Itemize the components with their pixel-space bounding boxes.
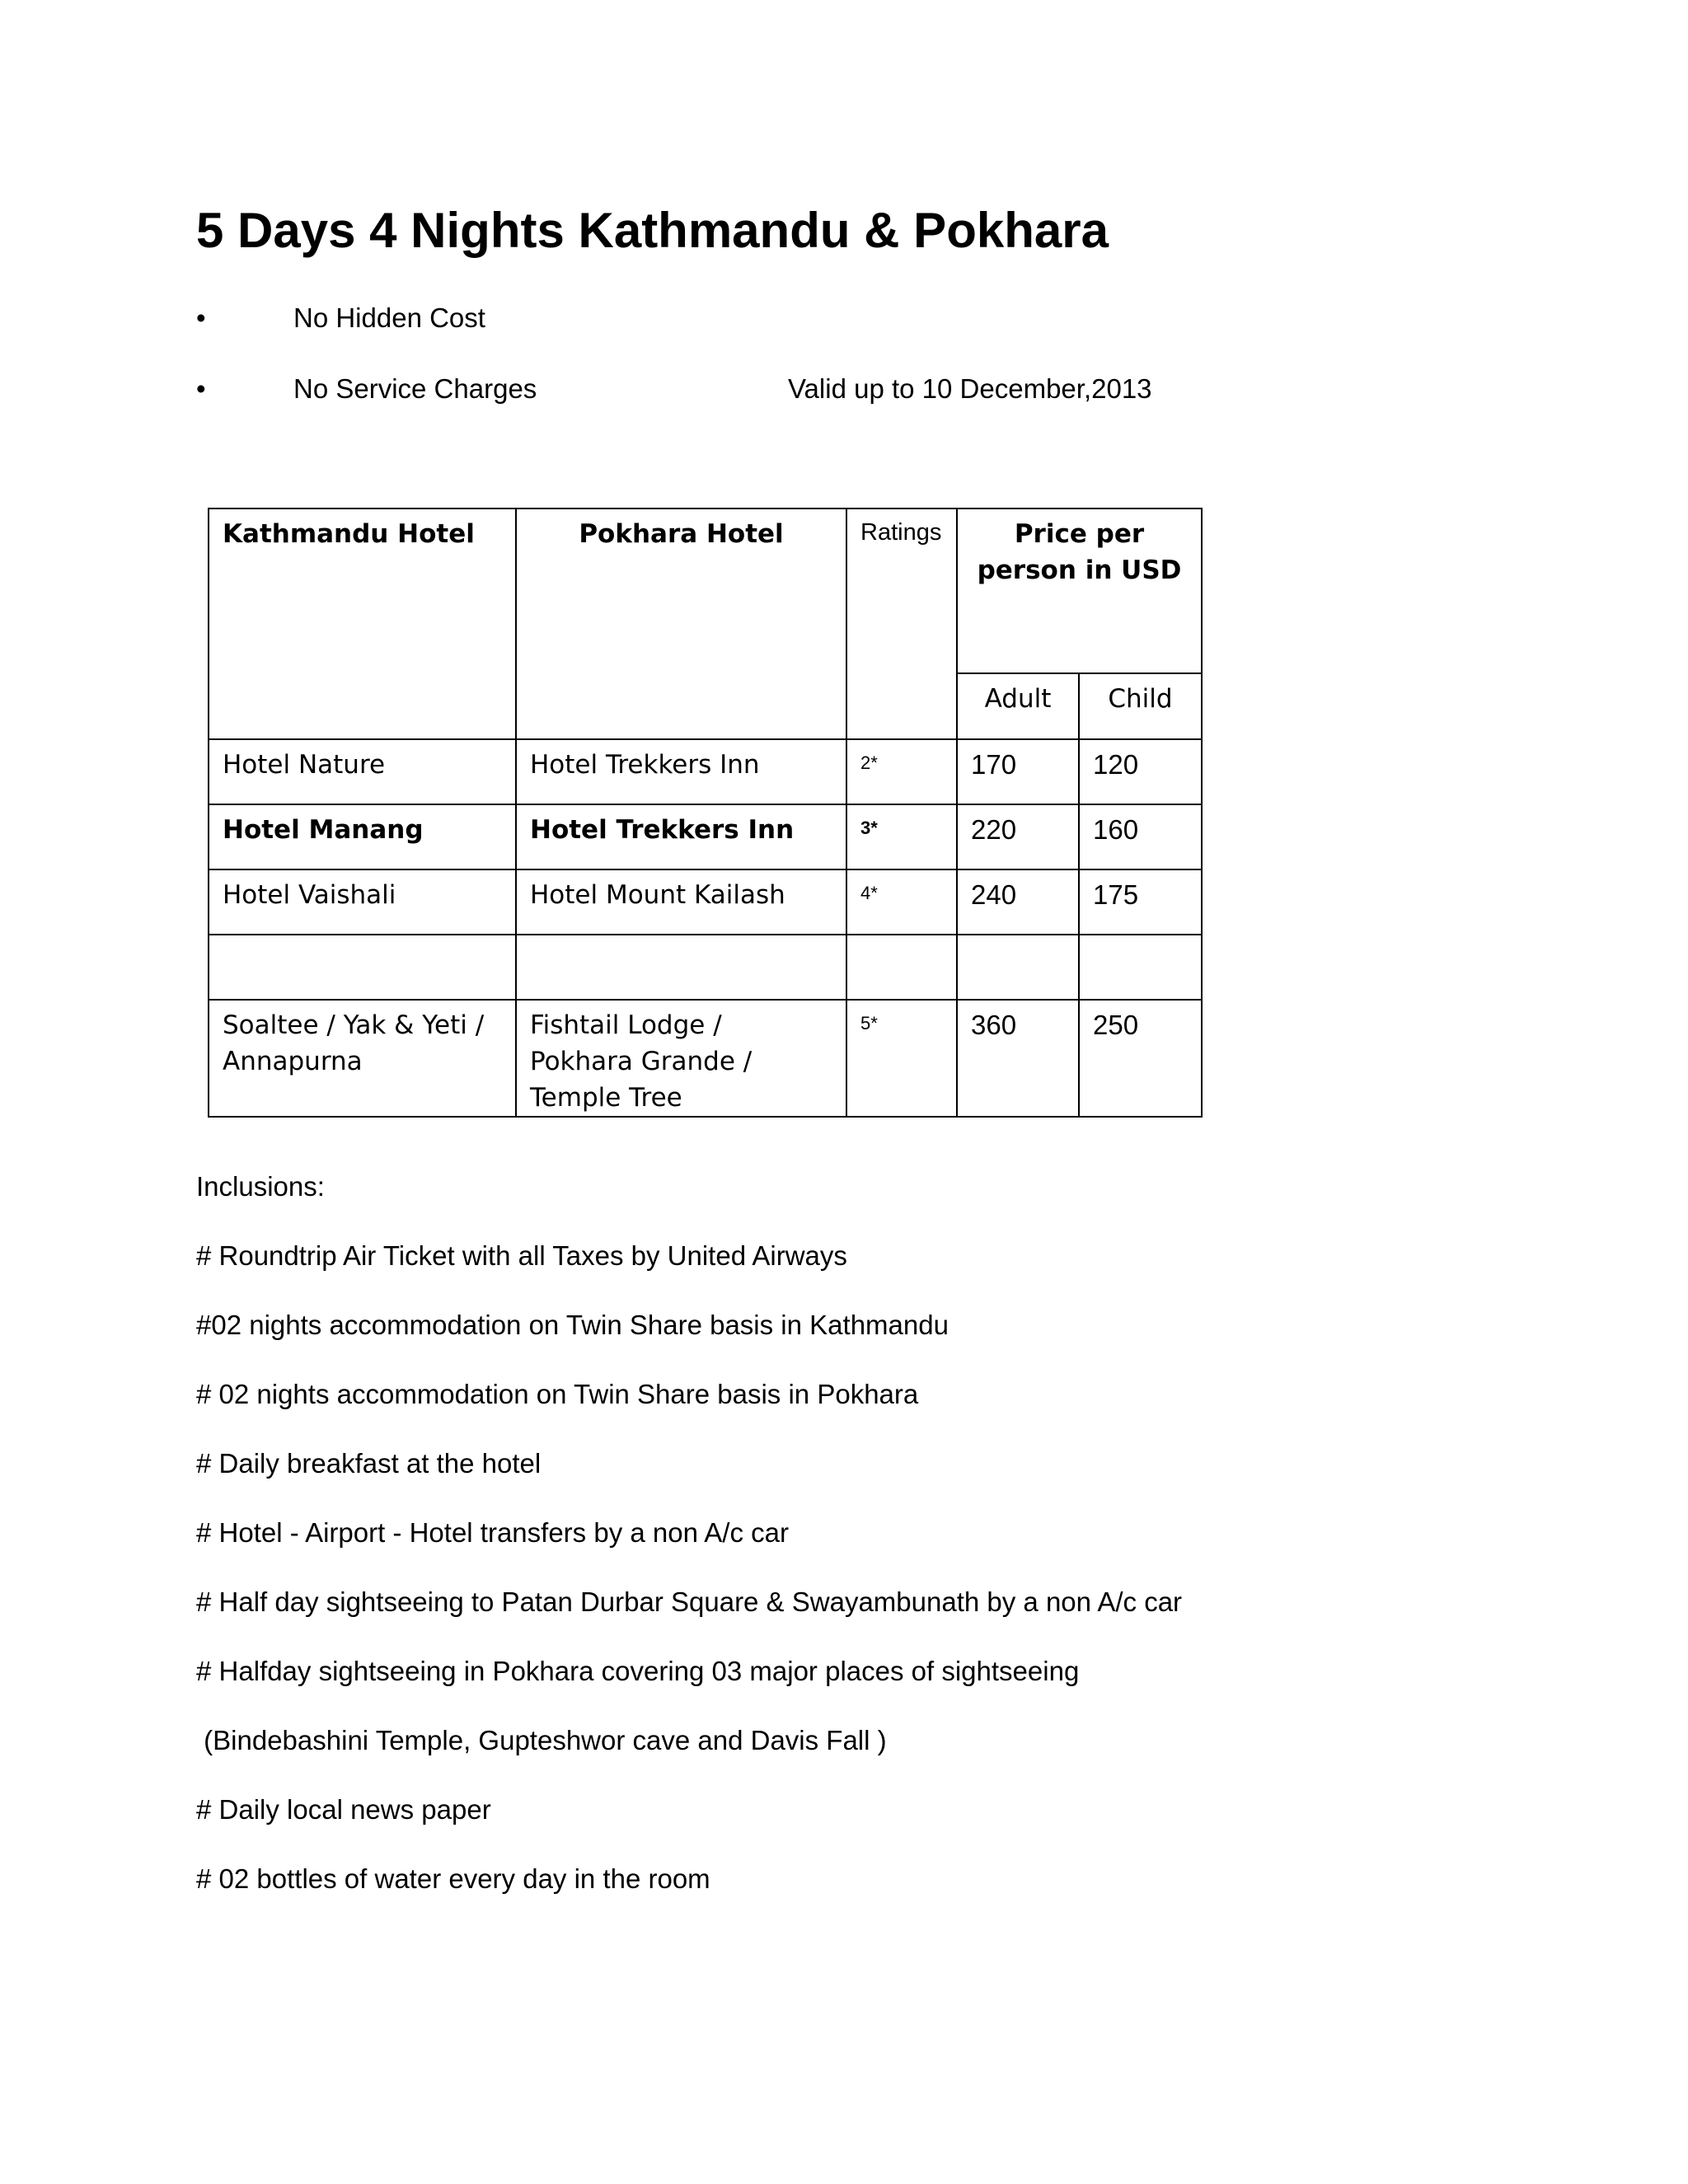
header-child: Child: [1079, 673, 1202, 739]
cell-kathmandu-hotel: Soaltee / Yak & Yeti / Annapurna: [209, 1000, 516, 1117]
hotel-price-table: [208, 508, 1203, 1118]
validity-note: Valid up to 10 December,2013: [788, 373, 1152, 404]
cell-adult-price: 360: [957, 1000, 1079, 1117]
cell-child-price: 160: [1079, 804, 1202, 869]
cell-rating: [846, 935, 957, 1000]
cell-kathmandu-hotel: Hotel Manang: [209, 804, 516, 869]
bullet-text: No Hidden Cost: [293, 302, 485, 333]
inclusion-item: # Half day sightseeing to Patan Durbar Square & Swayambunath by a non A/c car: [196, 1586, 1183, 1617]
cell-pokhara-hotel: Hotel Mount Kailash: [516, 869, 846, 935]
cell-adult-price: [957, 935, 1079, 1000]
cell-adult-price: 240: [957, 869, 1079, 935]
cell-child-price: 120: [1079, 739, 1202, 804]
header-kathmandu-hotel: Kathmandu Hotel: [209, 509, 516, 739]
inclusion-item: # 02 nights accommodation on Twin Share basis in Pokhara: [196, 1379, 919, 1409]
cell-kathmandu-hotel: [209, 935, 516, 1000]
cell-child-price: [1079, 935, 1202, 1000]
cell-adult-price: 170: [957, 739, 1079, 804]
inclusion-item: # Roundtrip Air Ticket with all Taxes by United Airways: [196, 1240, 847, 1271]
table-row: [209, 739, 1202, 804]
table-row: [209, 1000, 1202, 1117]
cell-pokhara-hotel: [516, 935, 846, 1000]
header-adult: Adult: [957, 673, 1079, 739]
header-ratings: Ratings: [846, 509, 957, 739]
inclusion-item: # 02 bottles of water every day in the room: [196, 1863, 710, 1894]
inclusion-item: #02 nights accommodation on Twin Share basis in Kathmandu: [196, 1310, 949, 1340]
cell-pokhara-hotel: Hotel Trekkers Inn: [516, 739, 846, 804]
inclusion-item: # Halfday sightseeing in Pokhara covering 03 major places of sightseeing: [196, 1656, 1080, 1686]
table-row: [209, 804, 1202, 869]
cell-kathmandu-hotel: Hotel Nature: [209, 739, 516, 804]
inclusion-item: # Daily breakfast at the hotel: [196, 1448, 542, 1479]
cell-pokhara-hotel: Hotel Trekkers Inn: [516, 804, 846, 869]
cell-pokhara-hotel: Fishtail Lodge / Pokhara Grande / Temple Tree: [516, 1000, 846, 1117]
cell-adult-price: 220: [957, 804, 1079, 869]
cell-rating: 4*: [846, 869, 957, 935]
header-pokhara-hotel: Pokhara Hotel: [516, 509, 846, 739]
cell-child-price: 175: [1079, 869, 1202, 935]
inclusions-heading: Inclusions:: [196, 1171, 325, 1202]
cell-kathmandu-hotel: Hotel Vaishali: [209, 869, 516, 935]
inclusion-item: # Daily local news paper: [196, 1794, 491, 1825]
inclusion-item-note: (Bindebashini Temple, Gupteshwor cave and Davis Fall ): [196, 1725, 887, 1755]
cell-child-price: 250: [1079, 1000, 1202, 1117]
bullet-icon: •: [196, 302, 206, 333]
bullet-icon: •: [196, 373, 206, 404]
inclusion-item: # Hotel - Airport - Hotel transfers by a non A/c car: [196, 1517, 789, 1548]
cell-rating: 3*: [846, 804, 957, 869]
cell-rating: 5*: [846, 1000, 957, 1117]
table-row: [209, 869, 1202, 935]
bullet-text: No Service Charges: [293, 373, 537, 404]
table-row-empty: [209, 935, 1202, 1000]
page-title: 5 Days 4 Nights Kathmandu & Pokhara: [196, 203, 1109, 258]
cell-rating: 2*: [846, 739, 957, 804]
table-header-row: [209, 509, 1202, 673]
header-price: Price per person in USD: [957, 509, 1202, 673]
